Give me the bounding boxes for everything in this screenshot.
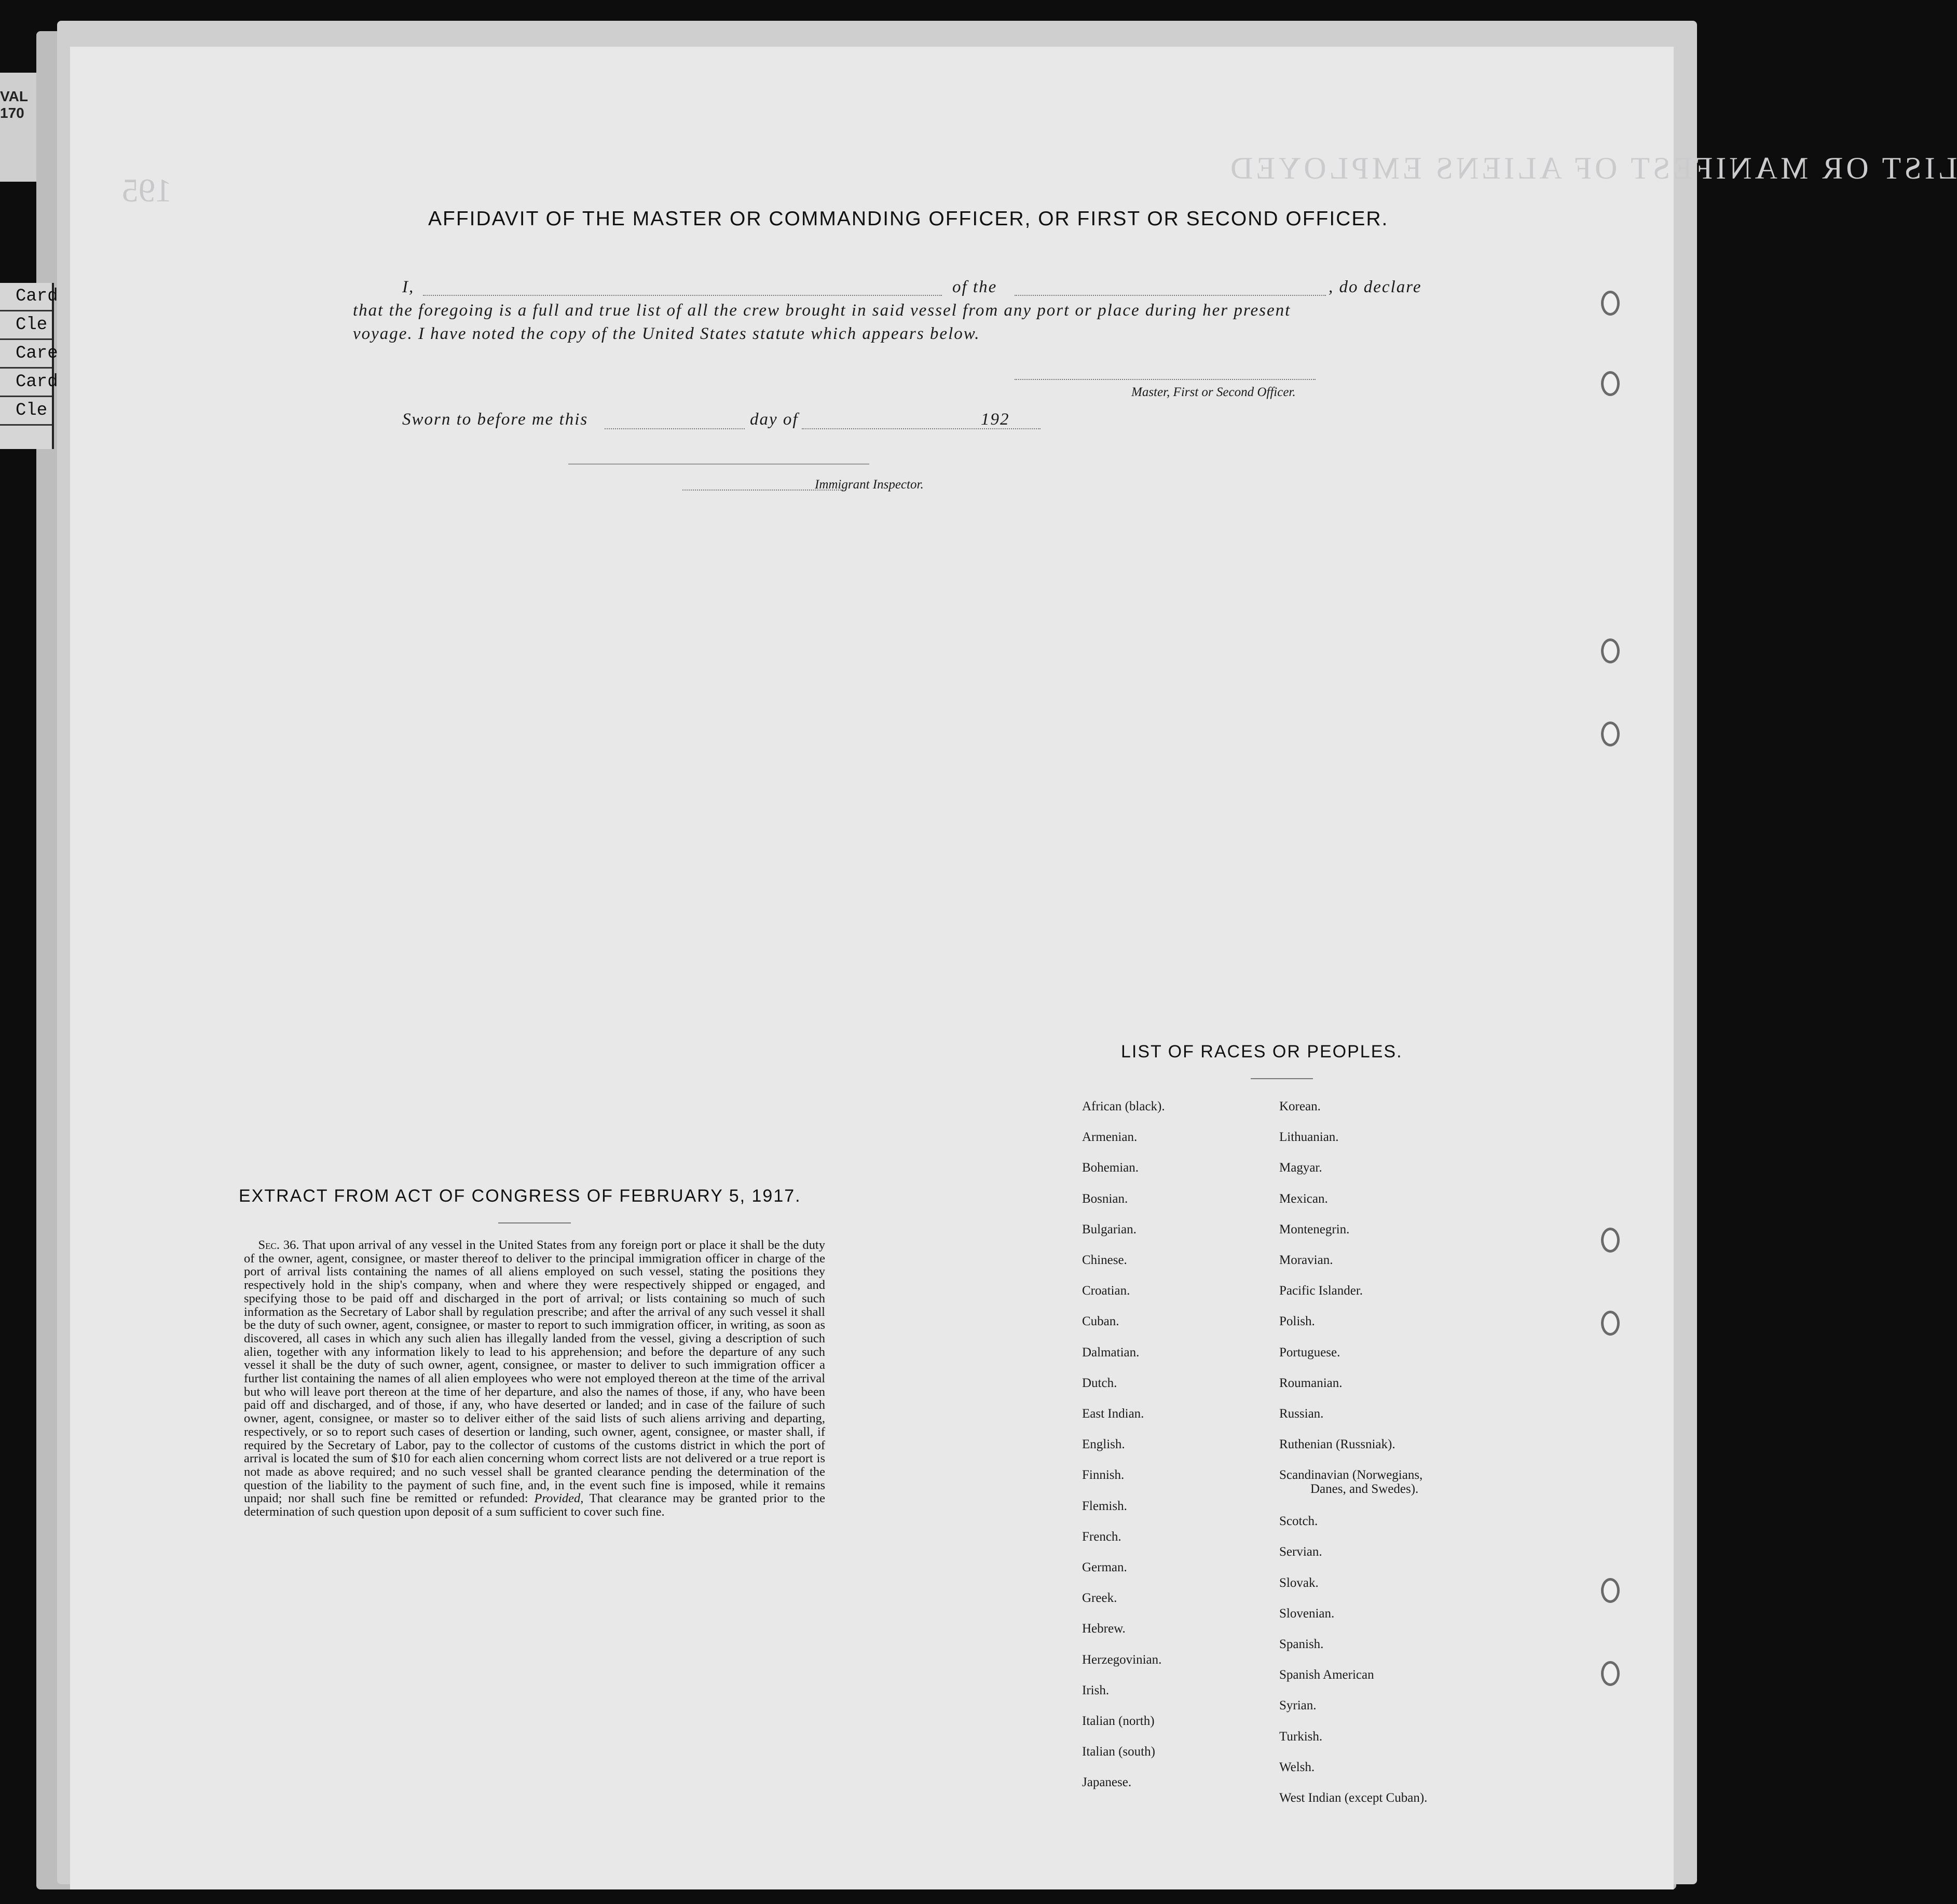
race-item: Greek.	[1082, 1591, 1117, 1606]
margin-tab-text: VAL 170	[0, 88, 28, 121]
race-item: Finnish.	[1082, 1468, 1125, 1483]
punch-hole	[1601, 1578, 1620, 1603]
extract-title: EXTRACT FROM ACT OF CONGRESS OF FEBRUARY 5, 1917.	[239, 1186, 801, 1206]
race-item: Servian.	[1279, 1545, 1322, 1559]
margin-card-strip	[0, 283, 58, 449]
races-title-rule	[1251, 1078, 1313, 1079]
race-item: Hebrew.	[1082, 1622, 1126, 1636]
extract-body-end: That clearance may be granted prior to the determination of such question upon deposit of a sum sufficient to cover such fine.	[244, 1491, 826, 1519]
sworn-year: 192	[981, 410, 1010, 429]
inspector-rule	[568, 464, 869, 465]
sworn-prefix: Sworn to before me this	[402, 410, 589, 429]
race-item: Irish.	[1082, 1683, 1110, 1697]
affidavit-declare: , do declare	[1329, 278, 1422, 296]
sworn-day-of: day of	[750, 410, 799, 429]
affidavit-title: AFFIDAVIT OF THE MASTER OR COMMANDING OFFICER, OR FIRST OR SECOND OFFICER.	[428, 208, 1389, 230]
race-item: Spanish American	[1279, 1668, 1374, 1682]
card-label: Card	[0, 369, 52, 397]
affidavit-line3: voyage. I have noted the copy of the United States statute which appears below.	[353, 324, 980, 343]
card-label: Cle	[0, 397, 52, 426]
race-item: Slovenian.	[1279, 1606, 1335, 1621]
race-item: Welsh.	[1279, 1760, 1315, 1774]
race-item: Syrian.	[1279, 1698, 1317, 1713]
race-item: Spanish.	[1279, 1637, 1324, 1651]
card-label: Care	[0, 340, 52, 369]
race-item: Russian.	[1279, 1407, 1324, 1421]
bleed-through-text: LIST OR MANIFEST OF ALIENS EMPLOYED	[1227, 151, 1957, 185]
affidavit-of-the: of the	[952, 278, 997, 296]
race-item: Montenegrin.	[1279, 1222, 1350, 1236]
race-item: Slovak.	[1279, 1575, 1319, 1590]
race-item: Italian (north)	[1082, 1714, 1155, 1728]
race-item: Polish.	[1279, 1314, 1315, 1329]
punch-hole	[1601, 1661, 1620, 1686]
punch-hole	[1601, 722, 1620, 746]
race-item: Turkish.	[1279, 1729, 1323, 1744]
race-item: Lithuanian.	[1279, 1130, 1339, 1145]
punch-hole	[1601, 1228, 1620, 1253]
race-item: Pacific Islander.	[1279, 1284, 1363, 1298]
race-item: African (black).	[1082, 1099, 1165, 1113]
punch-hole	[1601, 371, 1620, 396]
card-label: Card	[0, 283, 52, 311]
race-item: Danes, and Swedes).	[1310, 1482, 1419, 1497]
race-item: English.	[1082, 1437, 1125, 1452]
race-item: Bosnian.	[1082, 1191, 1128, 1206]
race-item: Cuban.	[1082, 1314, 1119, 1329]
race-item: West Indian (except Cuban).	[1279, 1791, 1428, 1805]
race-item: Dutch.	[1082, 1376, 1117, 1390]
vessel-blank	[1015, 295, 1326, 296]
inspector-caption: Immigrant Inspector.	[815, 478, 924, 492]
races-title: LIST OF RACES OR PEOPLES.	[1121, 1042, 1403, 1062]
extract-provided-label: Provided,	[534, 1491, 584, 1506]
race-item: Croatian.	[1082, 1284, 1130, 1298]
race-item: Scandinavian (Norwegians,	[1279, 1468, 1423, 1483]
extract-section-label: Sec. 36.	[258, 1238, 299, 1252]
race-item: East Indian.	[1082, 1407, 1144, 1421]
race-item: Herzegovinian.	[1082, 1652, 1162, 1667]
margin-tab	[0, 73, 36, 182]
name-blank	[423, 295, 942, 296]
race-item: French.	[1082, 1529, 1121, 1544]
race-item: German.	[1082, 1560, 1127, 1574]
race-item: Ruthenian (Russniak).	[1279, 1437, 1395, 1452]
card-label: Cle	[0, 311, 52, 340]
race-item: Mexican.	[1279, 1191, 1328, 1206]
punch-hole	[1601, 291, 1620, 316]
affidavit-line2: that the foregoing is a full and true list of all the crew brought in said vessel from any port or place during her present	[353, 301, 1291, 320]
race-item: Korean.	[1279, 1099, 1321, 1113]
manifest-page	[70, 47, 1957, 1889]
race-item: Bohemian.	[1082, 1161, 1139, 1175]
race-item: Italian (south)	[1082, 1745, 1155, 1759]
punch-hole	[1601, 638, 1620, 663]
race-item: Flemish.	[1082, 1499, 1127, 1513]
bleed-through-number: 195	[122, 172, 172, 209]
race-item: Dalmatian.	[1082, 1345, 1140, 1359]
affidavit-i: I,	[402, 278, 415, 296]
race-item: Roumanian.	[1279, 1376, 1343, 1390]
race-item: Japanese.	[1082, 1775, 1132, 1790]
race-item: Magyar.	[1279, 1161, 1322, 1175]
extract-body-text: That upon arrival of any vessel in the United States from any foreign port or place it shall be the duty of the owner, agent, consignee, or master thereof to deliver to the principal immigration officer in charge of the port of arrival lists containing the names of all aliens employed on such vessel, stating the positions they respectively hold in the ship's company, when and where they were respectively shipped or engaged, and specifying those to be paid off and discharged in the port of arrival; or lists containing so much of such information as the Secretary of Labor shall by regulation prescribe; and after the arrival of any such vessel it shall be the duty of such owner, agent, consignee, or master to report to such immigration officer, in writing, as soon as discovered, all cases in which any such alien has illegally landed from the vessel, giving a description of such alien, together with any information likely to lead to his apprehension; and before the departure of any such vessel it shall be the duty of such owner, agent, consignee, or master to deliver to such immigration officer a further list containing the names of all alien employees who were not employed thereon at the time of the arrival but who will leave port thereon at the time of her departure, and also the names of those, if any, who have been paid off and discharged, and of those, if any, who have deserted or landed; and in case of the failure of such owner, agent, consignee, or master so to deliver either of the said lists of such aliens arriving and departing, respectively, or so to report such cases of desertion or landing, such owner, agent, consignee, or master shall, if required by the Secretary of Labor, pay to the collector of customs of the customs district in which the port of arrival is located the sum of $10 for each alien concerning whom correct lists are not delivered or a true report is not made as above required; and no such vessel shall be granted clearance pending the determination of the question of the liability to the payment of such fine, and, in the event such fine is imposed, while it remains unpaid; nor shall such fine be remitted or refunded:	[244, 1238, 825, 1506]
extract-body	[244, 1239, 825, 1519]
race-item: Armenian.	[1082, 1130, 1138, 1145]
race-item: Chinese.	[1082, 1253, 1127, 1267]
master-signature-blank	[1015, 379, 1316, 380]
race-item: Scotch.	[1279, 1514, 1318, 1529]
sworn-day-blank	[605, 428, 745, 429]
race-item: Moravian.	[1279, 1253, 1333, 1267]
extract-title-rule	[498, 1222, 571, 1223]
race-item: Portuguese.	[1279, 1345, 1340, 1359]
master-caption: Master, First or Second Officer.	[1131, 385, 1296, 399]
punch-hole	[1601, 1311, 1620, 1336]
race-item: Bulgarian.	[1082, 1222, 1137, 1236]
